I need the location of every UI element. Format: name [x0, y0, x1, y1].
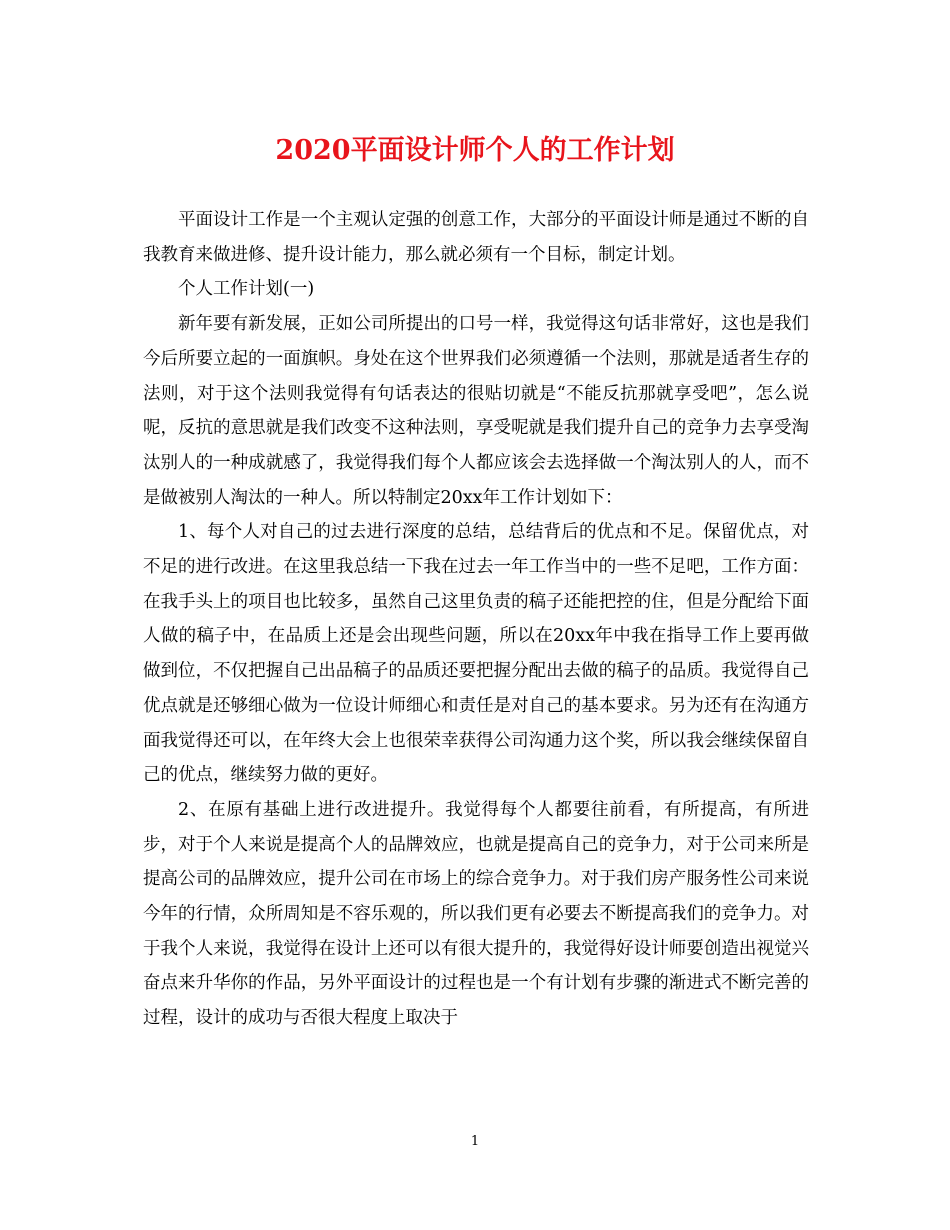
paragraph-item-2: 2、在原有基础上进行改进提升。我觉得每个人都要往前看，有所提高，有所进步，对于个人来说是提高个人的品牌效应，也就是提高自己的竞争力，对于公司来所是提高公司的品牌效应，提升公司在市场上的综合竞争力。对于我们房产服务性公司来说今年的行情，众所周知是不容乐观的，所以我们更有必要去不断提高我们的竞争力。对于我个人来说，我觉得在设计上还可以有很大提升的，我觉得好设计师要创造出视觉兴奋点来升华你的作品，另外平面设计的过程也是一个有计划有步骤的渐进式不断完善的过程，设计的成功与否很大程度上取决于 [143, 799, 809, 1029]
document-title: 2020平面设计师个人的工作计划 [275, 135, 675, 166]
paragraph-item-1: 1、每个人对自己的过去进行深度的总结，总结背后的优点和不足。保留优点，对不足的进行改进。在这里我总结一下我在过去一年工作当中的一些不足吧，工作方面：在我手头上的项目也比较多，虽然自己这里负责的稿子还能把控的住，但是分配给下面人做的稿子中，在品质上还是会出现些问题，所以在20xx年中我在指导工作上要再做做到位，不仅把握自己出品稿子的品质还要把握分配出去做的稿子的品质。我觉得自己优点就是还够细心做为一位设计师细心和责任是对自己的基本要求。另为还有在沟通方面我觉得还可以，在年终大会上也很荣幸获得公司沟通力这个奖，所以我会继续保留自己的优点，继续努力做的更好。 [143, 522, 809, 786]
paragraph-new-year: 新年要有新发展，正如公司所提出的口号一样，我觉得这句话非常好，这也是我们今后所要立起的一面旗帜。身处在这个世界我们必须遵循一个法则，那就是适者生存的法则，对于这个法则我觉得有句话表达的很贴切就是“不能反抗那就享受吧”，怎么说呢，反抗的意思就是我们改变不这种法则，享受呢就是我们提升自己的竞争力去享受淘汰别人的一种成就感了，我觉得我们每个人都应该会去选择做一个淘汰别人的人，而不是做被别人淘汰的一种人。所以特制定20xx年工作计划如下： [143, 314, 809, 508]
document-body [143, 203, 809, 1036]
intro-paragraph: 平面设计工作是一个主观认定强的创意工作，大部分的平面设计师是通过不断的自我教育来做进修、提升设计能力，那么就必须有一个目标，制定计划。 [143, 210, 809, 265]
section-heading-plan-1: 个人工作计划(一) [178, 279, 315, 300]
page-number: 1 [470, 1134, 480, 1149]
